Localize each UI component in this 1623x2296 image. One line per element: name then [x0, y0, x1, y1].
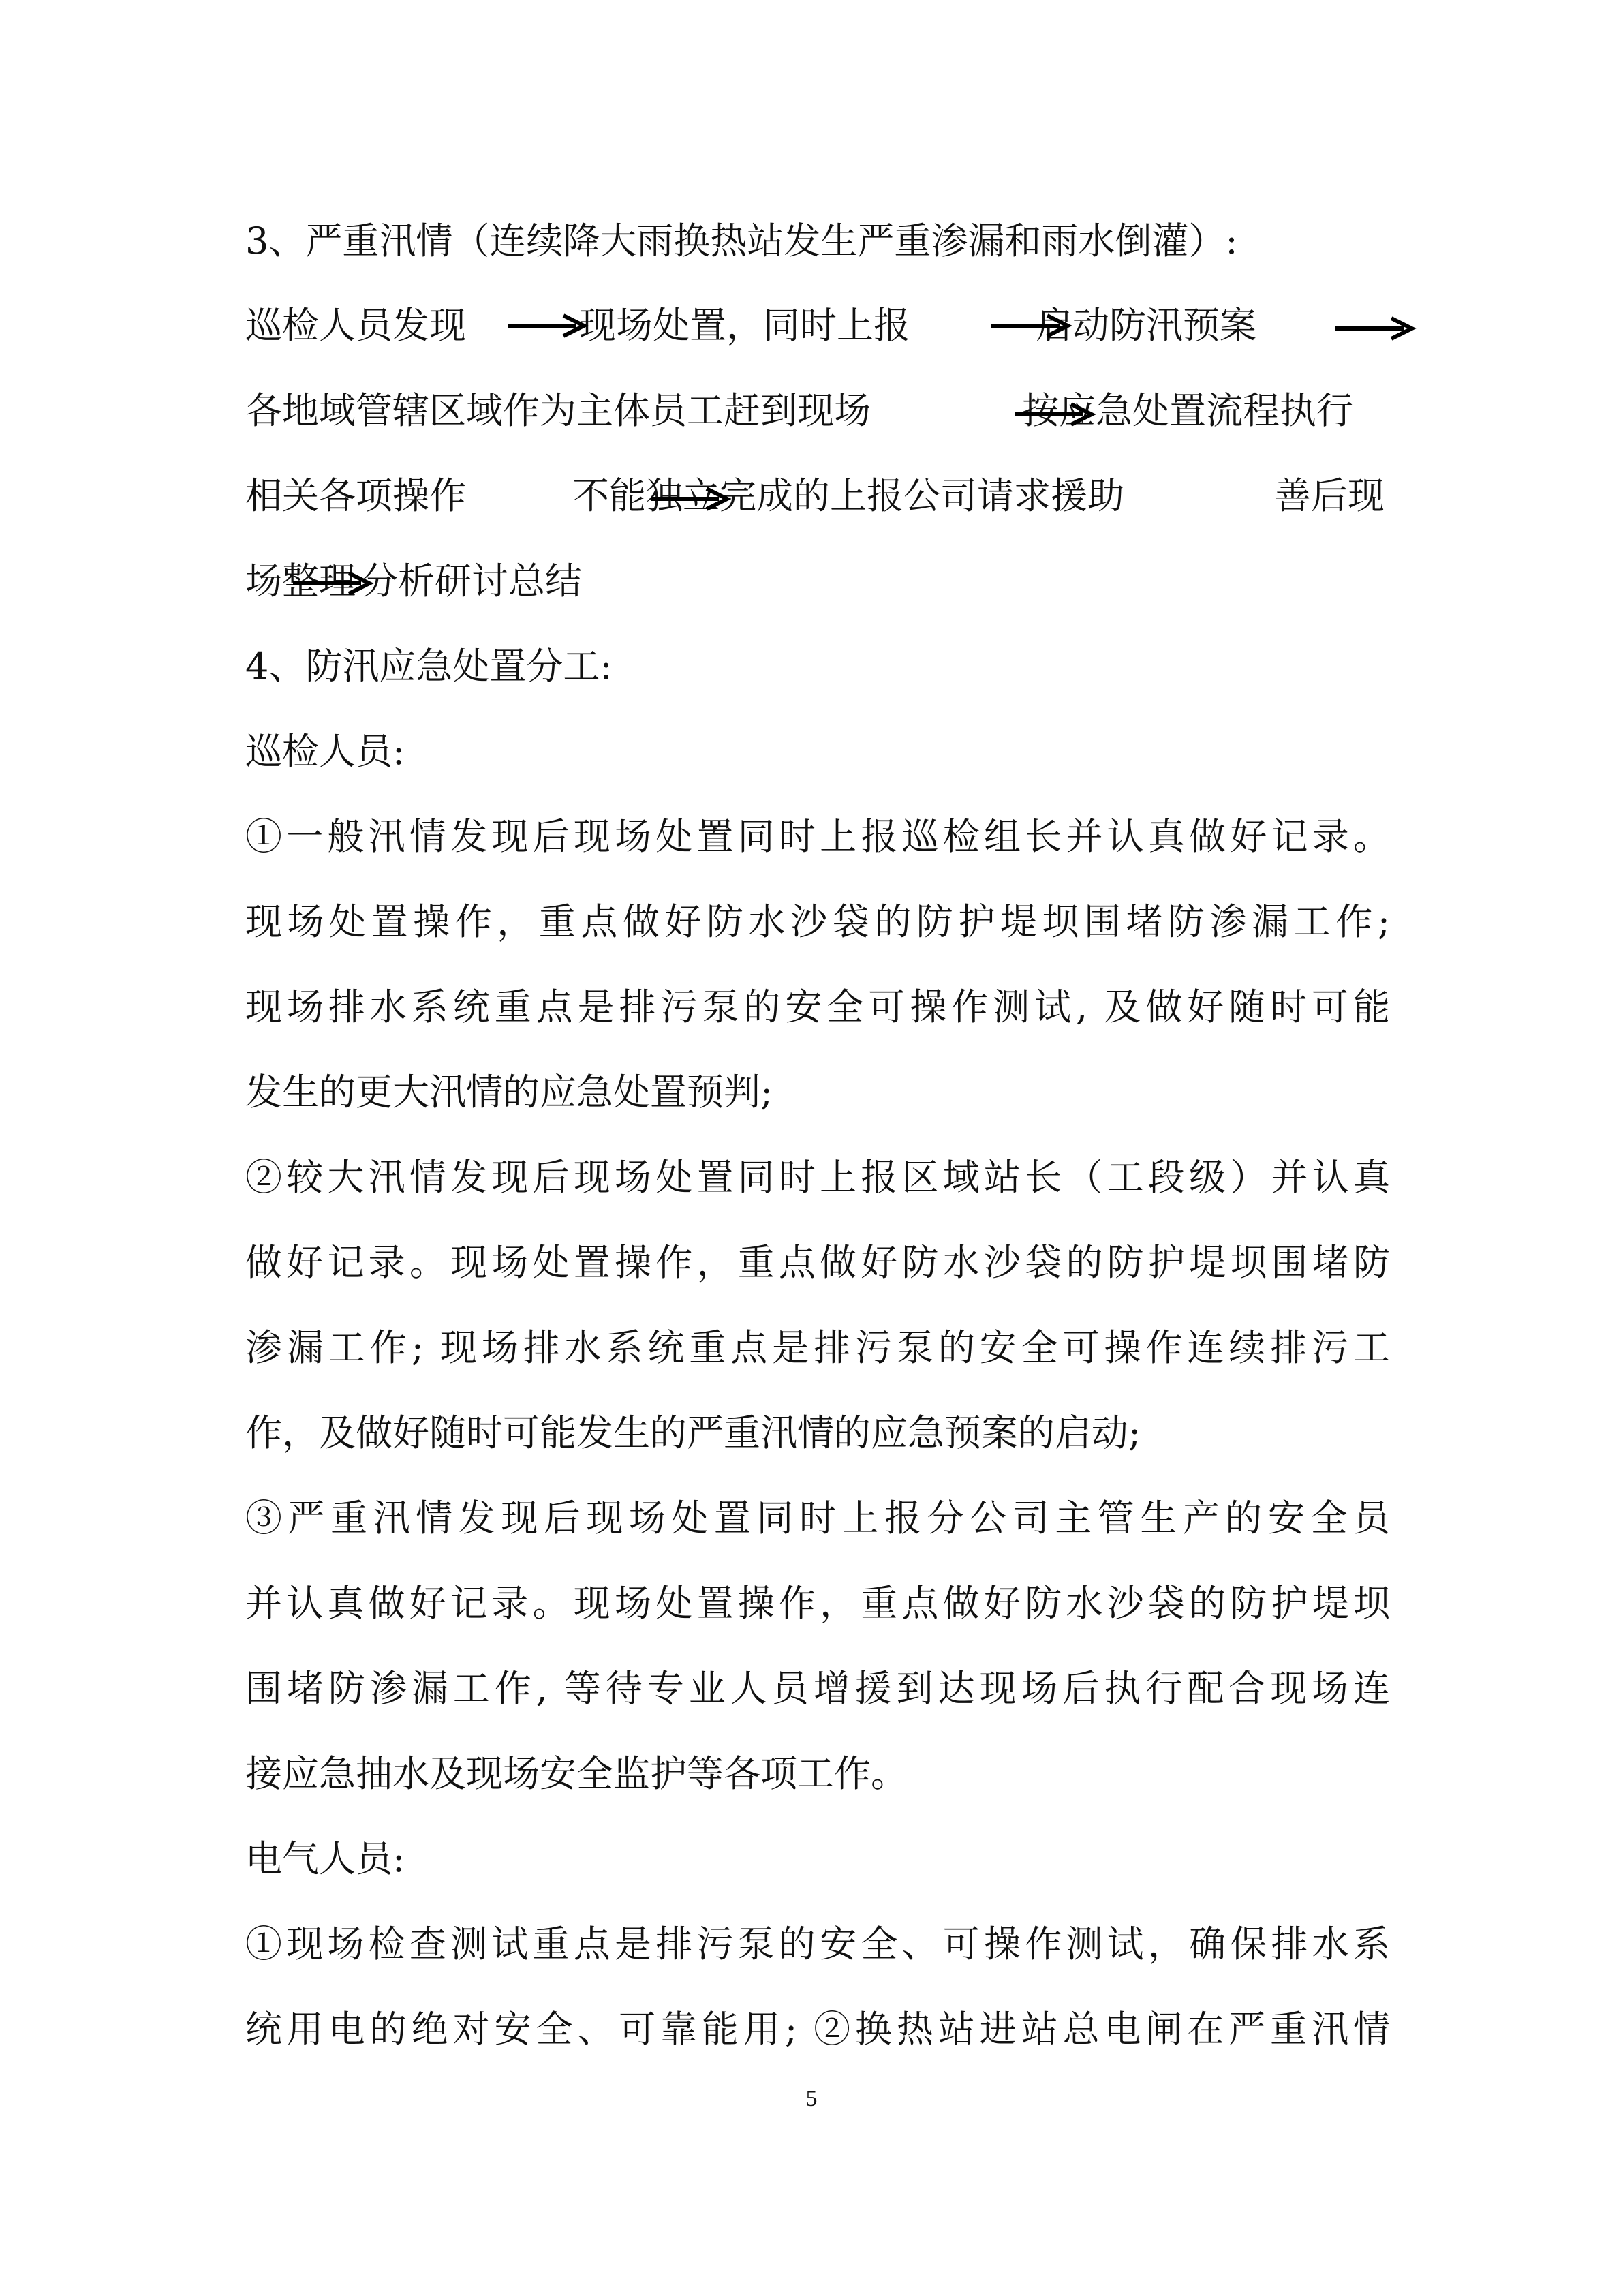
- right-arrow-icon: [293, 570, 375, 597]
- paragraph-line: 发生的更大汛情的应急处置预判;: [245, 1071, 773, 1114]
- paragraph-line: 现场排水系统重点是排污泵的安全可操作测试, 及做好随时可能: [245, 985, 1390, 1028]
- flow-step-1: 巡检人员发现: [245, 304, 466, 347]
- heading-text: 3、严重汛情（连续降大雨换热站发生严重渗漏和雨水倒灌）:: [245, 219, 1238, 262]
- flow-step-5: 按应急处置流程执行: [1022, 389, 1353, 432]
- paragraph-line: 做好记录。现场处置操作，重点做好防水沙袋的防护堤坝围堵防: [245, 1241, 1390, 1284]
- right-arrow-icon: [1335, 315, 1417, 342]
- flow-line-3: [245, 472, 1390, 521]
- flow-step-9: 分析研讨总结: [361, 560, 582, 602]
- paragraph-line: ①现场检查测试重点是排污泵的安全、可操作测试，确保排水系: [245, 1923, 1390, 1965]
- paragraph-line: 现场处置操作，重点做好防水沙袋的防护堤坝围堵防渗漏工作;: [245, 900, 1390, 943]
- right-arrow-icon: [508, 312, 589, 339]
- paragraph-line: 作，及做好随时可能发生的严重汛情的应急预案的启动;: [245, 1411, 1141, 1454]
- paragraph-line: 接应急抽水及现场安全监护等各项工作。: [245, 1752, 908, 1795]
- flow-step-8: 善后现: [1274, 474, 1385, 517]
- right-arrow-icon: [1015, 401, 1097, 428]
- flow-step-7: 不能独立完成的上报公司请求援助: [572, 474, 1124, 517]
- flow-step-6: 相关各项操作: [245, 474, 466, 517]
- flow-heading: [245, 217, 1390, 266]
- flow-step-4: 各地域管辖区域作为主体员工赶到现场: [245, 389, 871, 432]
- right-arrow-icon: [991, 312, 1073, 339]
- flow-step-8-cont: 场整理: [245, 560, 356, 602]
- flow-line-2: [245, 386, 1390, 435]
- paragraph-line: ③严重汛情发现后现场处置同时上报分公司主管生产的安全员: [245, 1497, 1390, 1540]
- flow-step-2: 现场处置，同时上报: [579, 304, 910, 347]
- flow-step-3: 启动防汛预案: [1036, 304, 1256, 347]
- paragraph-line: 统用电的绝对安全、可靠能用; ②换热站进站总电闸在严重汛情: [245, 2008, 1390, 2051]
- paragraph-line: 围堵防渗漏工作, 等待专业人员增援到达现场后执行配合现场连: [245, 1667, 1390, 1710]
- flow-line-1: [245, 301, 1390, 350]
- subheading-electrical: 电气人员:: [245, 1837, 405, 1880]
- paragraph-line: ①一般汛情发现后现场处置同时上报巡检组长并认真做好记录。: [245, 815, 1390, 858]
- right-arrow-icon: [651, 485, 732, 512]
- subheading-inspectors: 巡检人员:: [245, 730, 405, 773]
- flow-line-4: [245, 557, 1390, 606]
- page-number: 5: [805, 2086, 818, 2111]
- paragraph-line: ②较大汛情发现后现场处置同时上报区域站长（工段级）并认真: [245, 1156, 1390, 1199]
- paragraph-line: 并认真做好记录。现场处置操作，重点做好防水沙袋的防护堤坝: [245, 1582, 1390, 1625]
- section-heading-4: 4、防汛应急处置分工:: [245, 645, 613, 688]
- paragraph-line: 渗漏工作; 现场排水系统重点是排污泵的安全可操作连续排污工: [245, 1326, 1390, 1369]
